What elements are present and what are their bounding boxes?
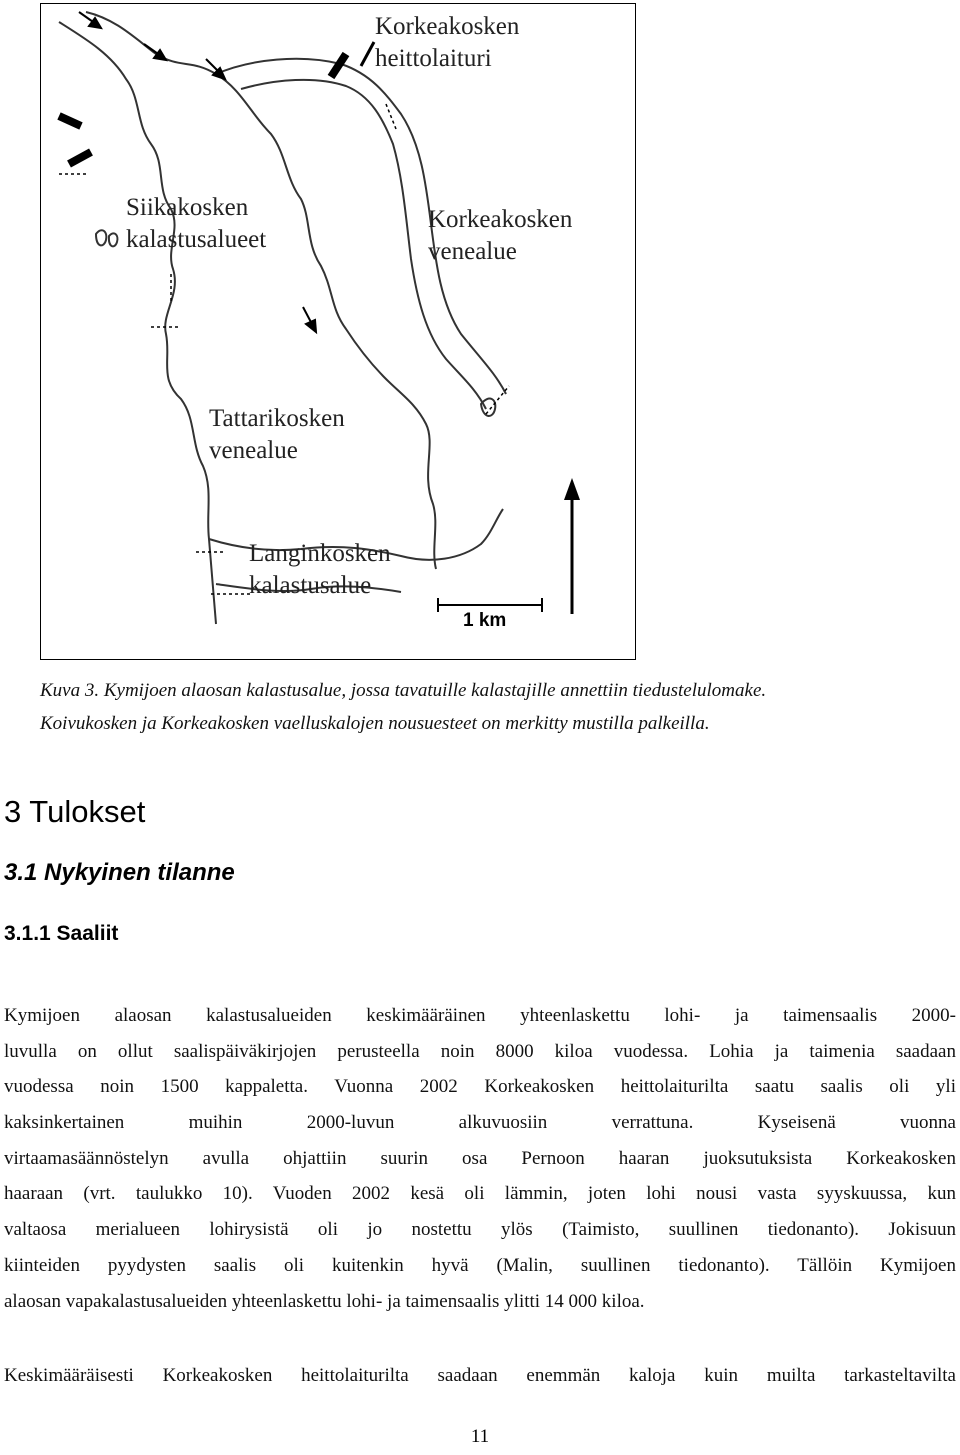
paragraph-line: luvulla on ollut saalispäiväkirjojen perusteella noin 8000 kiloa vuodessa. Lohia ja taimenia saadaan — [4, 1040, 956, 1062]
body-paragraph-1 — [4, 998, 956, 1319]
figure-caption — [40, 674, 960, 740]
paragraph-line: vuodessa noin 1500 kappaletta. Vuonna 2002 Korkeakosken heittolaiturilta saatu saalis oli yli — [4, 1076, 956, 1098]
island-1 — [96, 230, 106, 245]
barrier-bar-thin — [361, 42, 374, 66]
island-2 — [109, 233, 118, 246]
river-bank-west — [59, 22, 216, 624]
page-number: 11 — [470, 1426, 490, 1447]
body-paragraph-2 — [4, 1358, 956, 1394]
paragraph-line: valtaosa merialueen lohirysistä oli jo nostettu ylös (Taimisto, suullinen tiedonanto). Jokisuun — [4, 1219, 956, 1241]
label-langinkoski: Langinkosken kalastusalue — [249, 540, 391, 599]
paragraph-line: haaraan (vrt. taulukko 10). Vuoden 2002 kesä oli lämmin, joten lohi nousi vasta syyskuussa, kun — [4, 1183, 956, 1205]
flow-arrow-4-head — [306, 320, 316, 332]
boundary-6 — [386, 104, 396, 129]
boundary-7 — [486, 386, 509, 414]
caption-line: Koivukosken ja Korkeakosken vaelluskalojen nousuesteet on merkitty mustilla palkeilla. — [40, 713, 710, 734]
north-arrow-icon — [564, 478, 580, 614]
paragraph-line: Keskimääräisesti Korkeakosken heittolaiturilta saadaan enemmän kaloja kuin muilta tarkasteltavilta — [4, 1365, 956, 1386]
paragraph-line: alaosan vapakalastusalueiden yhteenlaskettu lohi- ja taimensaalis ylitti 14 000 kiloa. — [4, 1290, 645, 1312]
label-korkeakoski-pier: Korkeakosken heittolaituri — [375, 13, 520, 72]
label-tattarikoski: Tattarikosken venealue — [209, 405, 345, 464]
barrier-bar-2 — [69, 152, 91, 164]
paragraph-line: kaksinkertainen muihin 2000-luvun alkuvuosiin verrattuna. Kyseisenä vuonna — [4, 1112, 956, 1134]
paragraph-line: Kymijoen alaosan kalastusalueiden keskimääräinen yhteenlaskettu lohi- ja taimensaalis 2000- — [4, 1005, 956, 1026]
section-heading: 3 Tulokset — [4, 794, 146, 829]
river-map-figure — [40, 3, 636, 660]
island-3 — [481, 399, 495, 416]
river-bank-east — [86, 12, 436, 569]
subsubsection-heading: 3.1.1 Saaliit — [4, 922, 119, 945]
barrier-bar-1 — [59, 116, 81, 126]
flow-arrow-3-head — [213, 68, 225, 79]
scale-bar-label: 1 km — [463, 610, 507, 631]
paragraph-line: kiinteiden pyydysten saalis oli kuitenkin hyvä (Malin, suullinen tiedonanto). Tällöin Kymijoen — [4, 1254, 956, 1276]
paragraph-line: virtaamasäännöstelyn avulla ohjattiin suurin osa Pernoon haaran juoksutuksista Korkeakosken — [4, 1147, 956, 1169]
caption-line: Kuva 3. Kymijoen alaosan kalastusalue, jossa tavatuille kalastajille annettiin tiedustelulomake. — [40, 680, 767, 701]
label-korkeakoski-boat: Korkeakosken venealue — [428, 206, 573, 265]
subsection-heading: 3.1 Nykyinen tilanne — [4, 859, 235, 886]
label-siikakoski: Siikakosken kalastusalueet — [126, 194, 267, 253]
